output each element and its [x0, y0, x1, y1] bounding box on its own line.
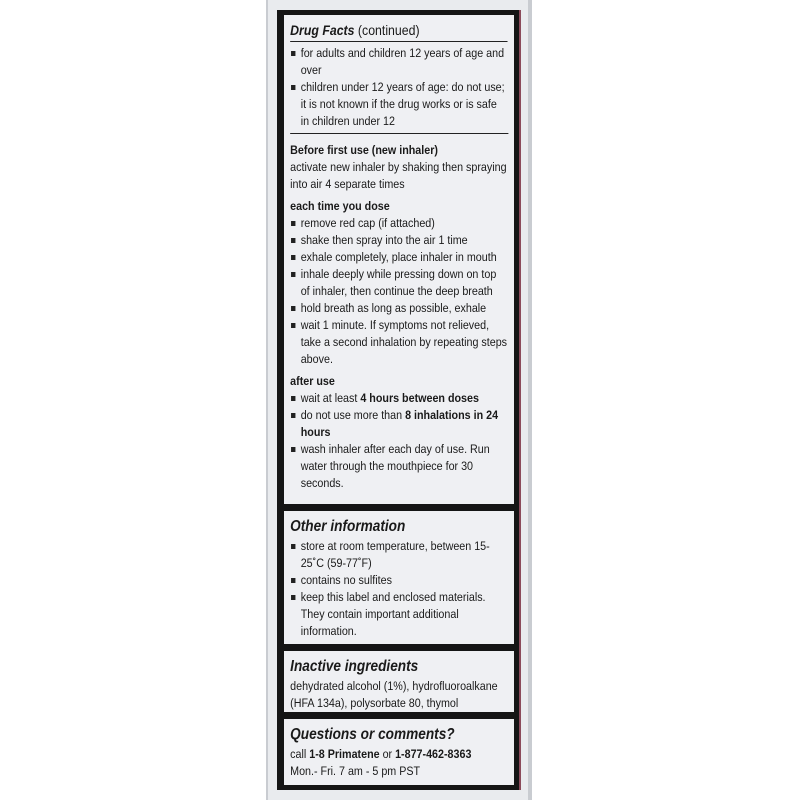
- list-item: keep this label and enclosed materials. They contain important additional information.: [290, 589, 507, 640]
- other-information-title: Other information: [290, 518, 406, 535]
- inactive-ingredients-box: [284, 651, 514, 712]
- list-item: wash inhaler after each day of use. Run water through the mouthpiece for 30 seconds.: [290, 441, 507, 492]
- list-item: remove red cap (if attached): [290, 215, 507, 232]
- questions-phone: call 1-8 Primatene or 1-877-462-8363: [290, 747, 472, 761]
- after-use-heading: after use: [290, 374, 335, 388]
- after-use-list: [290, 390, 507, 492]
- drug-facts-title: Drug Facts (continued): [290, 21, 507, 42]
- questions-box: [284, 719, 514, 785]
- list-item: store at room temperature, between 15-25˚C (59-77˚F): [290, 538, 507, 572]
- other-information-box: [284, 511, 514, 644]
- before-first-use-text: activate new inhaler by shaking then spraying into air 4 separate times: [290, 160, 507, 191]
- each-time-heading: each time you dose: [290, 199, 390, 213]
- inactive-ingredients-text: dehydrated alcohol (1%), hydrofluoroalkane (HFA 134a), polysorbate 80, thymol: [290, 679, 498, 710]
- inactive-ingredients-title: Inactive ingredients: [290, 658, 419, 675]
- list-item: inhale deeply while pressing down on top of inhaler, then continue the deep breath: [290, 266, 507, 300]
- list-item: wait 1 minute. If symptoms not relieved, take a second inhalation by repeating steps above.: [290, 317, 507, 368]
- divider: [290, 133, 508, 134]
- questions-title: Questions or comments?: [290, 726, 455, 743]
- list-item: shake then spray into the air 1 time: [290, 232, 507, 249]
- each-time-list: [290, 215, 507, 368]
- list-item: exhale completely, place inhaler in mouth: [290, 249, 507, 266]
- list-item: for adults and children 12 years of age and over: [290, 45, 507, 79]
- list-item: do not use more than 8 inhalations in 24 hours: [290, 407, 507, 441]
- dosage-list: [290, 45, 507, 130]
- list-item: contains no sulfites: [290, 572, 507, 589]
- list-item: hold breath as long as possible, exhale: [290, 300, 507, 317]
- other-information-list: [290, 538, 507, 640]
- questions-hours: Mon.- Fri. 7 am - 5 pm PST: [290, 764, 421, 778]
- list-item: wait at least 4 hours between doses: [290, 390, 507, 407]
- list-item: children under 12 years of age: do not use; it is not known if the drug works or is safe in children under 12: [290, 79, 507, 130]
- before-first-use-heading: Before first use (new inhaler): [290, 143, 438, 157]
- drug-facts-box: [284, 15, 514, 504]
